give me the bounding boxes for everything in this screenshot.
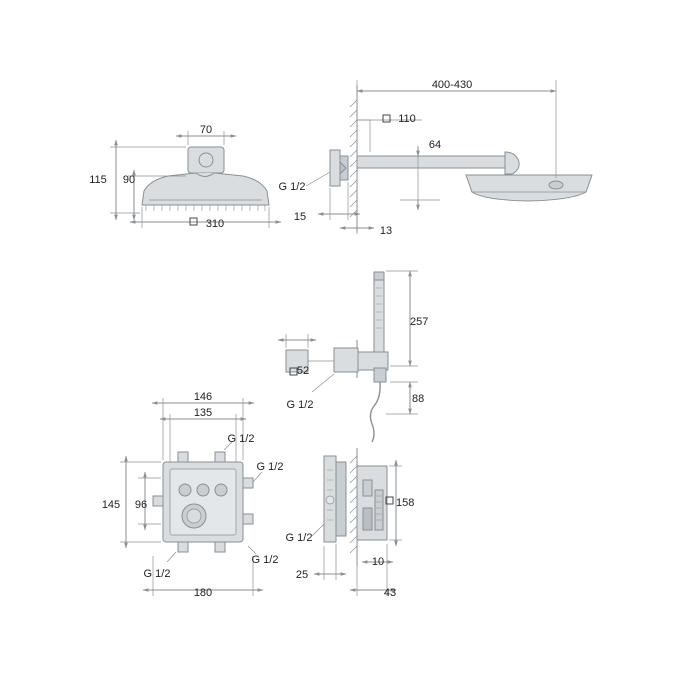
dim-52-label: 52 bbox=[296, 365, 310, 377]
dim-135-label: 135 bbox=[193, 407, 213, 419]
thermostat-front-view bbox=[120, 398, 263, 596]
dim-115-label: 115 bbox=[89, 174, 107, 186]
dim-64-label: 64 bbox=[428, 139, 442, 151]
dim-180-label: 180 bbox=[193, 587, 213, 599]
dim-145-label: 145 bbox=[101, 499, 121, 511]
thread-g12-side-label: G 1/2 bbox=[285, 532, 313, 544]
dim-90-label: 90 bbox=[122, 174, 136, 186]
dim-43-label: 43 bbox=[383, 587, 397, 599]
dim-15-label: 15 bbox=[293, 211, 307, 223]
dim-13-label: 13 bbox=[379, 225, 393, 237]
thread-g12-right-label: G 1/2 bbox=[256, 461, 284, 473]
thread-g12-top-label: G 1/2 bbox=[227, 433, 255, 445]
dim-257-label: 257 bbox=[410, 316, 429, 328]
head-shower-side-view bbox=[110, 131, 281, 228]
thermostat-side-view bbox=[312, 448, 402, 596]
dim-110-label: 110 bbox=[398, 113, 416, 125]
thread-g12-arm-label: G 1/2 bbox=[278, 181, 306, 193]
hand-shower-holder-view bbox=[278, 271, 418, 442]
dim-96-label: 96 bbox=[134, 499, 148, 511]
dim-158-label: 158 bbox=[396, 497, 415, 509]
thread-g12-bottom-right-label: G 1/2 bbox=[251, 554, 279, 566]
dim-70-label: 70 bbox=[199, 124, 213, 136]
thread-g12-bottom-left-label: G 1/2 bbox=[143, 568, 171, 580]
dim-310-label: 310 bbox=[205, 218, 225, 230]
dim-25-label: 25 bbox=[295, 569, 309, 581]
thread-g12-holder-label: G 1/2 bbox=[286, 399, 314, 411]
dim-88-label: 88 bbox=[412, 393, 425, 405]
shower-arm-wall-view bbox=[306, 80, 592, 234]
dim-146-label: 146 bbox=[193, 391, 213, 403]
dim-10-label: 10 bbox=[371, 556, 385, 568]
dim-400-430-label: 400-430 bbox=[431, 79, 473, 91]
